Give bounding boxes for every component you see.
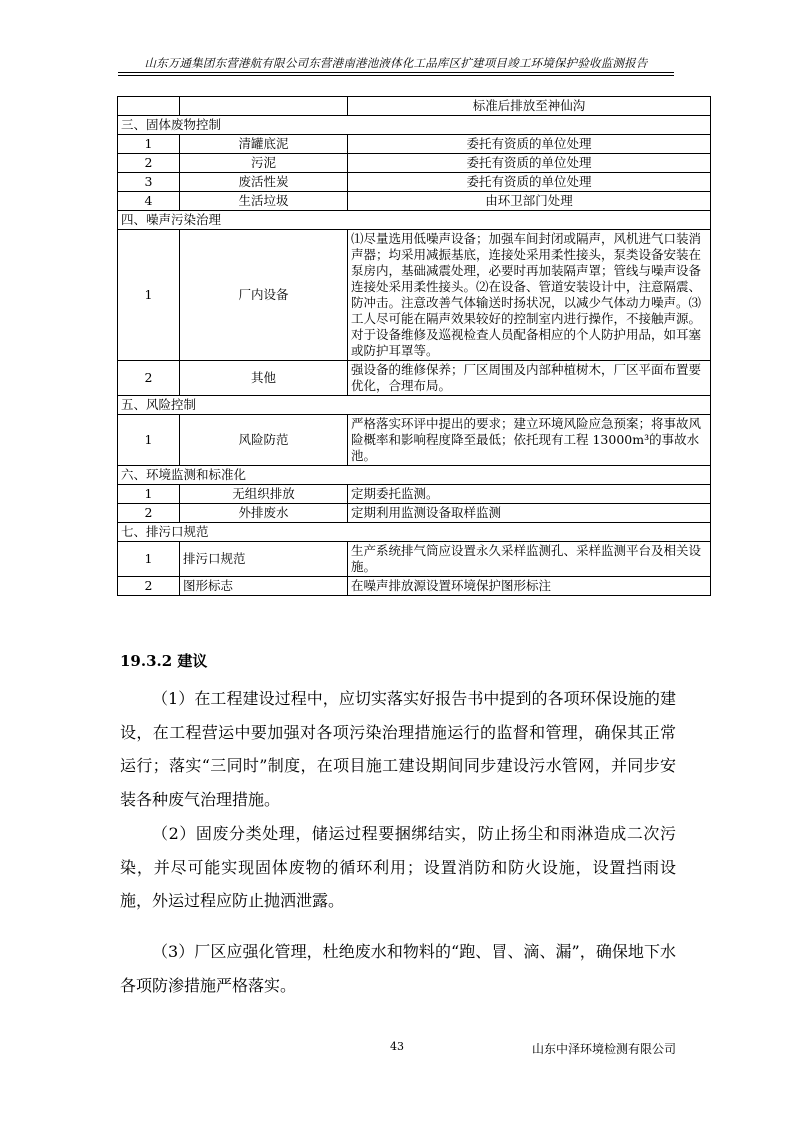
table-row (118, 97, 711, 116)
item-number: 1 (118, 542, 180, 577)
section-title: 19.3.2 建议 (120, 652, 208, 670)
header-rule (118, 72, 674, 73)
item-name: 风险防范 (180, 415, 348, 466)
table-row (118, 415, 711, 466)
paragraph-1: （1）在工程建设过程中，应切实落实好报告书中提到的各项环保设施的建设，在工程营运中要加强对各项污染治理措施运行的监督和管理，确保其正常运行；落实“三同时”制度，在项目施工建设期间同步建设污水管网，并同步安装各种废气治理措施。 (120, 689, 676, 809)
item-measure: 严格落实环评中提出的要求；建立环境风险应急预案；将事故风险概率和影响程度降至最低；依托现有工程 13000m³的事故水池。 (348, 415, 711, 466)
item-name: 厂内设备 (180, 230, 348, 361)
item-name (180, 97, 348, 116)
table-row (118, 135, 711, 154)
table-row (118, 192, 711, 211)
footer-organization: 山东中泽环境检测有限公司 (532, 1042, 677, 1056)
table-row (118, 542, 711, 577)
section-label: 三、固体废物控制 (118, 116, 711, 135)
item-name: 排污口规范 (180, 542, 348, 577)
section-label: 四、噪声污染治理 (118, 211, 711, 230)
item-number: 1 (118, 135, 180, 154)
section-label: 六、环境监测和标准化 (118, 466, 711, 485)
item-measure: 在噪声排放源设置环境保护图形标注 (348, 577, 711, 596)
item-measure: ⑴尽量选用低噪声设备；加强车间封闭或隔声，风机进气口装消声器；均采用减振基底，连接处采用柔性接头，泵类设备安装在泵房内，基础减震处理，必要时再加装隔声罩；管线与噪声设备连接处采用柔性接头。⑵在设备、管道安装设计中，注意隔震、防冲击。注意改善气体输送时扬状况，以减少气体动力噪声。⑶工人尽可能在隔声效果较好的控制室内进行操作，不接触声源。对于设备维修及巡视检查人员配备相应的个人防护用品，如耳塞或防护耳罩等。 (348, 230, 711, 361)
table-section-row (118, 396, 711, 415)
item-number: 1 (118, 415, 180, 466)
item-name: 图形标志 (180, 577, 348, 596)
item-number: 1 (118, 485, 180, 504)
item-number: 3 (118, 173, 180, 192)
table-row (118, 577, 711, 596)
measures-table-body (118, 97, 711, 596)
item-name: 清罐底泥 (180, 135, 348, 154)
table-section-row (118, 211, 711, 230)
header-rule-thin (118, 75, 674, 76)
page-number: 43 (390, 1040, 404, 1053)
paragraph-2: （2）固废分类处理，储运过程要捆绑结实，防止扬尘和雨淋造成二次污染，并尽可能实现固体废物的循环利用；设置消防和防火设施，设置挡雨设施，外运过程应防止抛洒泄露。 (120, 824, 676, 910)
table-row (118, 173, 711, 192)
section-label: 七、排污口规范 (118, 523, 711, 542)
table-row (118, 361, 711, 396)
table-section-row (118, 523, 711, 542)
item-measure: 委托有资质的单位处理 (348, 173, 711, 192)
paragraph-3: （3）厂区应强化管理，杜绝废水和物料的“跑、冒、滴、漏”，确保地下水各项防渗措施严格落实。 (120, 942, 676, 995)
item-measure: 强设备的维修保养；厂区周围及内部种植树木，厂区平面布置要优化，合理布局。 (348, 361, 711, 396)
table-row (118, 485, 711, 504)
item-name: 外排废水 (180, 504, 348, 523)
item-number: 2 (118, 154, 180, 173)
item-name: 无组织排放 (180, 485, 348, 504)
item-name: 污泥 (180, 154, 348, 173)
item-number (118, 97, 180, 116)
item-number: 1 (118, 230, 180, 361)
item-measure: 标准后排放至神仙沟 (348, 97, 711, 116)
table-row (118, 154, 711, 173)
item-number: 2 (118, 504, 180, 523)
item-number: 2 (118, 577, 180, 596)
section-label: 五、风险控制 (118, 396, 711, 415)
item-number: 2 (118, 361, 180, 396)
item-measure: 委托有资质的单位处理 (348, 154, 711, 173)
item-measure: 定期委托监测。 (348, 485, 711, 504)
measures-table (117, 96, 711, 596)
item-measure: 委托有资质的单位处理 (348, 135, 711, 154)
page-header: 山东万通集团东营港航有限公司东营港南港池液体化工品库区扩建项目竣工环境保护验收监测报告 (144, 56, 648, 70)
table-row (118, 230, 711, 361)
item-measure: 生产系统排气筒应设置永久采样监测孔、采样监测平台及相关设施。 (348, 542, 711, 577)
table-row (118, 504, 711, 523)
item-number: 4 (118, 192, 180, 211)
table-section-row (118, 116, 711, 135)
item-measure: 定期利用监测设备取样监测 (348, 504, 711, 523)
item-name: 废活性炭 (180, 173, 348, 192)
item-name: 其他 (180, 361, 348, 396)
item-measure: 由环卫部门处理 (348, 192, 711, 211)
item-name: 生活垃圾 (180, 192, 348, 211)
table-section-row (118, 466, 711, 485)
